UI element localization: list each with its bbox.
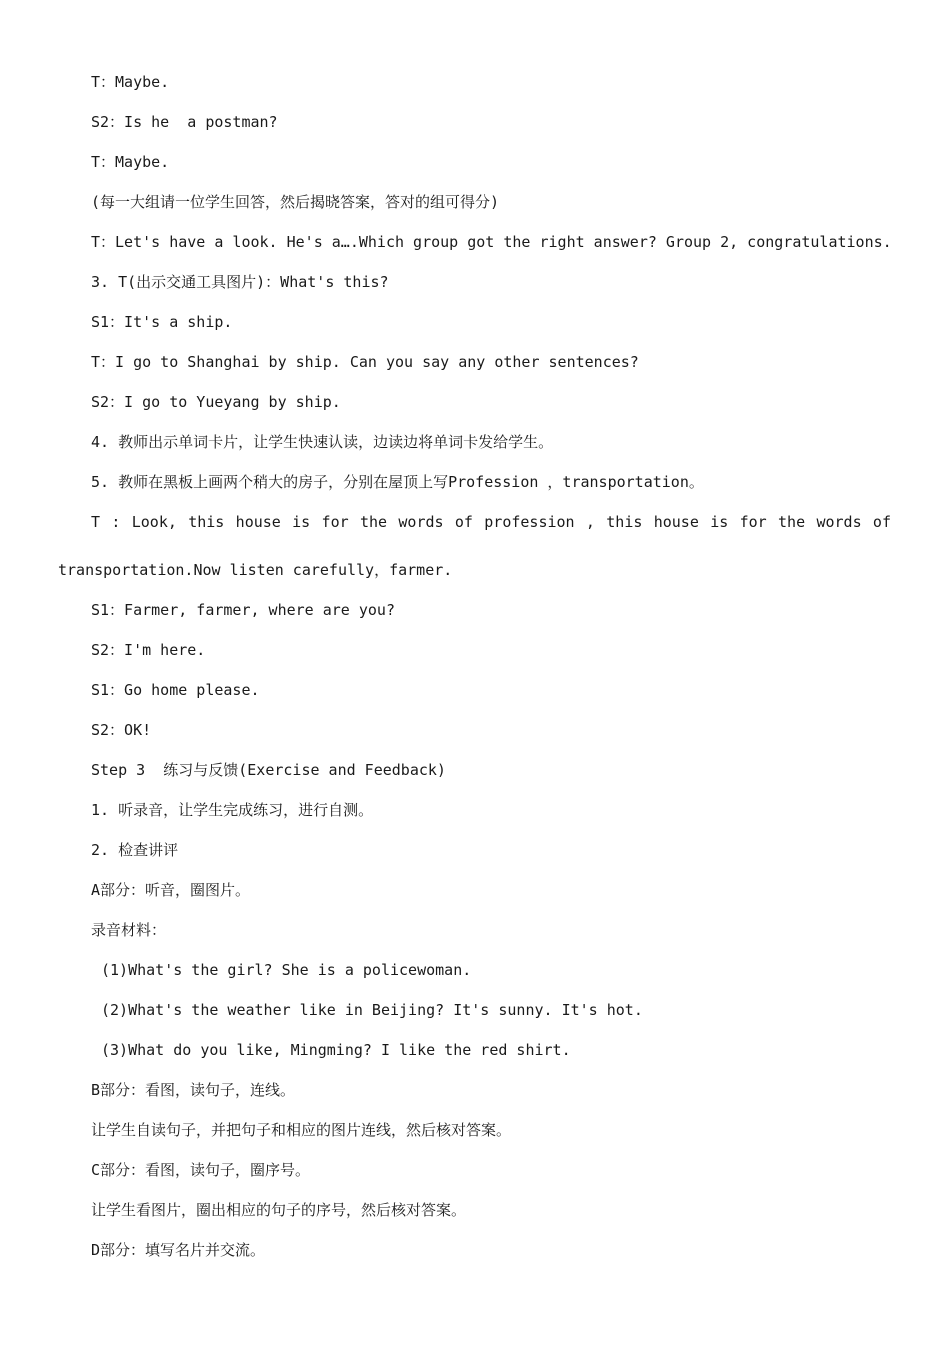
step-item: 5. 教师在黑板上画两个稍大的房子，分别在屋顶上写Profession ，transportation。 <box>91 473 704 491</box>
dialogue-line: S1：Farmer, farmer, where are you? <box>91 601 395 619</box>
recording-item: (1)What's the girl? She is a policewoman. <box>101 961 472 979</box>
dialogue-line: S2：I go to Yueyang by ship. <box>91 393 341 411</box>
step-heading: Step 3 练习与反馈(Exercise and Feedback) <box>91 761 446 779</box>
dialogue-line: T：Let's have a look. He's a….Which group got the right answer? Group 2, congratulations. <box>91 233 892 251</box>
section-label: C部分：看图，读句子，圈序号。 <box>91 1161 311 1179</box>
instruction-note: (每一大组请一位学生回答，然后揭晓答案，答对的组可得分) <box>91 193 500 211</box>
recording-item: (3)What do you like, Mingming? I like the red shirt. <box>101 1041 571 1059</box>
dialogue-line-continuation: transportation.Now listen carefully，farmer. <box>58 561 453 579</box>
dialogue-line: T：I go to Shanghai by ship. Can you say any other sentences? <box>91 353 639 371</box>
step-item: 4. 教师出示单词卡片，让学生快速认读，边读边将单词卡发给学生。 <box>91 433 554 451</box>
section-label: B部分：看图，读句子，连线。 <box>91 1081 296 1099</box>
dialogue-line: S2：I'm here. <box>91 641 206 659</box>
dialogue-line: S2：Is he a postman? <box>91 113 278 131</box>
dialogue-line: T：Maybe. <box>91 73 170 91</box>
step-item: 1. 听录音，让学生完成练习，进行自测。 <box>91 801 374 819</box>
recording-item: (2)What's the weather like in Beijing? It's sunny. It's hot. <box>101 1001 643 1019</box>
dialogue-line: S1：Go home please. <box>91 681 260 699</box>
instruction-text: 让学生自读句子，并把句子和相应的图片连线，然后核对答案。 <box>91 1121 512 1139</box>
section-label: D部分：填写名片并交流。 <box>91 1241 266 1259</box>
step-item: 3. T(出示交通工具图片)：What's this? <box>91 273 389 291</box>
dialogue-line-justified: T : Look, this house is for the words of profession , this house is for the words of <box>91 513 891 531</box>
section-label: A部分：听音，圈图片。 <box>91 881 251 899</box>
dialogue-line: S1：It's a ship. <box>91 313 233 331</box>
dialogue-line: S2：OK! <box>91 721 152 739</box>
step-item: 2. 检查讲评 <box>91 841 179 859</box>
dialogue-line: T：Maybe. <box>91 153 170 171</box>
section-label: 录音材料： <box>91 921 167 939</box>
instruction-text: 让学生看图片，圈出相应的句子的序号，然后核对答案。 <box>91 1201 467 1219</box>
